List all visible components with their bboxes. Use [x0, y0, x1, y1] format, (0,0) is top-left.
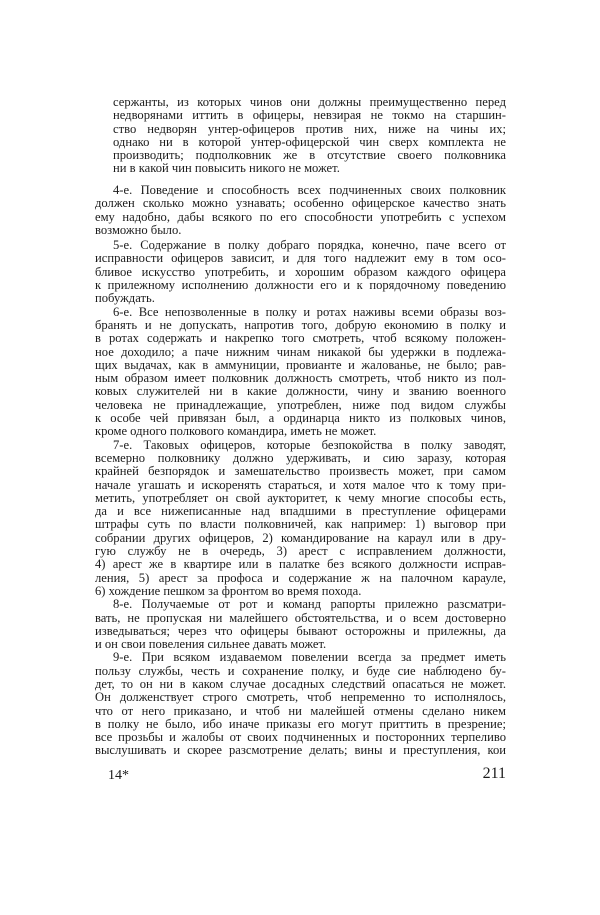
text-line: начале угашать и искоренять стараться, и хотя малое что к тому при-	[95, 477, 506, 492]
text-line: всемерно полковнику должно удерживать, и сию заразу, которая	[95, 450, 506, 465]
text-line: собрании других офицеров, 2) командирование на караул или в дру-	[95, 530, 506, 545]
text-line: 4) арест же в квартире или в палатке без всякого должности исправ-	[95, 557, 506, 572]
text-line: человека не принадлежащие, употреблен, ниже под видом службы	[95, 397, 506, 412]
text-line: 5-е. Содержание в полку добраго порядка, конечно, паче всего от	[113, 238, 506, 253]
text-line: метить, употребляет он свой аукторитет, к чему многие способы есть,	[95, 490, 506, 505]
text-line: побуждать.	[95, 291, 155, 306]
text-line: недворянами иттить в офицеры, невзирая не токмо на старшин-	[113, 108, 506, 123]
text-line: однако ни в которой унтер-офицерской чин сверх комплекта не	[113, 134, 506, 149]
text-line: гую службу не в очередь, 3) арест с исправлением должности,	[95, 544, 506, 559]
text-line: пользу службы, честь и сохранение полку, и буде сие наблюдено бу-	[95, 663, 506, 678]
paragraph	[95, 239, 506, 305]
text-line: штрафы суть по власти полковничей, как например: 1) выговор при	[95, 517, 506, 532]
text-line: крайней безпорядок и замешательство произвесть может, при самом	[95, 464, 506, 479]
text-line: дет, то он ни в каком случае досадных следствий опасаться не может.	[95, 676, 506, 691]
text-line: ковых служителей ни в какие должности, чину и званию военного	[95, 384, 506, 399]
text-line: возможно было.	[95, 222, 182, 237]
text-line: сержанты, из которых чинов они должны преимущественно перед	[113, 95, 506, 109]
text-line: в ротах содержать и накрепко того смотреть, чтоб всякому положен-	[95, 331, 506, 346]
text-line: и он свои повеления сильнее давать может.	[95, 637, 327, 652]
paragraph	[95, 651, 506, 757]
text-line: ления, 5) арест за профоса и содержание ж на палочном карауле,	[95, 570, 506, 585]
text-line: ным образом имеет полковник должность смотреть, чтоб никто из пол-	[95, 371, 506, 386]
text-line: должен сколько можно узнавать; особенно офицерское качество знать	[95, 196, 506, 211]
text-line: все прозьбы и жалобы от своих подчиненных и посторонних терпеливо	[95, 730, 506, 745]
text-line: вать, не пропуская ни малейшего обстоятельства, и о всем достоверно	[95, 610, 506, 625]
text-line: кроме одного полкового командира, иметь не может.	[95, 424, 377, 439]
text-line: ни в какой чин повысить никого не может.	[113, 161, 340, 176]
text-line: щих выдачах, как в аммуниции, провианте и жалованье, не было; рав-	[95, 357, 506, 372]
text-line: 4-е. Поведение и способность всех подчиненных своих полковник	[113, 183, 506, 197]
text-line: Он долженствует строго смотреть, чтоб непременно то исполнялось,	[95, 690, 506, 705]
text-line: что от него приказано, и чтоб ни малейшей отмены сделано никем	[95, 703, 506, 718]
text-line: да и все нижеписанные над впадшими в преступление офицерами	[95, 504, 506, 519]
signature-mark: 14*	[108, 768, 129, 783]
text-line: 9-е. При всяком издаваемом повелении всегда за предмет иметь	[113, 650, 506, 665]
text-line: 6) хождение пешком за фронтом во время похода.	[95, 583, 362, 598]
text-line: изведываться; через что офицеры бывают осторожны и прилежны, да	[95, 623, 506, 638]
text-line: бранять и не допускать, напротив того, добрую економию в полку и	[95, 317, 506, 332]
text-line: к особе чей привязан был, а ординарца никто из полковых чинов,	[95, 411, 506, 426]
text-line: ство недворян унтер-офицеров против них, ниже на чины их;	[113, 121, 506, 136]
text-line: бливое искусство употребить, и хорошим образом каждого офицера	[95, 264, 506, 279]
numbered-paragraphs	[95, 184, 506, 758]
text-line: производить; подполковник же в отсутствие своего полковника	[113, 148, 506, 163]
text-line: 6-е. Все непозволенные в полку и ротах наживы всеми образы воз-	[113, 304, 506, 319]
text-line: исправности офицеров зависит, и для того надлежит ему в том осо-	[95, 251, 506, 266]
paragraph	[95, 306, 506, 439]
page-number: 211	[482, 765, 506, 782]
text-line: ное доходило; а паче нижним чинам никакой бы удержки в подлежа-	[95, 344, 506, 359]
paragraph	[95, 184, 506, 237]
text-line: к прилежному исполнению должности его и к порядочному поведению	[95, 278, 506, 293]
text-line: выслушивать и скорее разсмотрение делать; вины и преступления, кои	[95, 743, 506, 758]
text-line: 7-е. Таковых офицеров, которые безпокойства в полку заводят,	[113, 437, 506, 452]
text-line: 8-е. Получаемые от рот и команд рапорты прилежно разсматри-	[113, 597, 506, 612]
paragraph	[95, 439, 506, 599]
text-line: в полку не было, ибо иначе приказы его могут приттить в презрение;	[95, 716, 506, 731]
text-line: ему надобно, дабы всякого по его способности употребить с успехом	[95, 209, 506, 224]
intro-paragraph	[113, 96, 506, 176]
paragraph	[95, 598, 506, 651]
